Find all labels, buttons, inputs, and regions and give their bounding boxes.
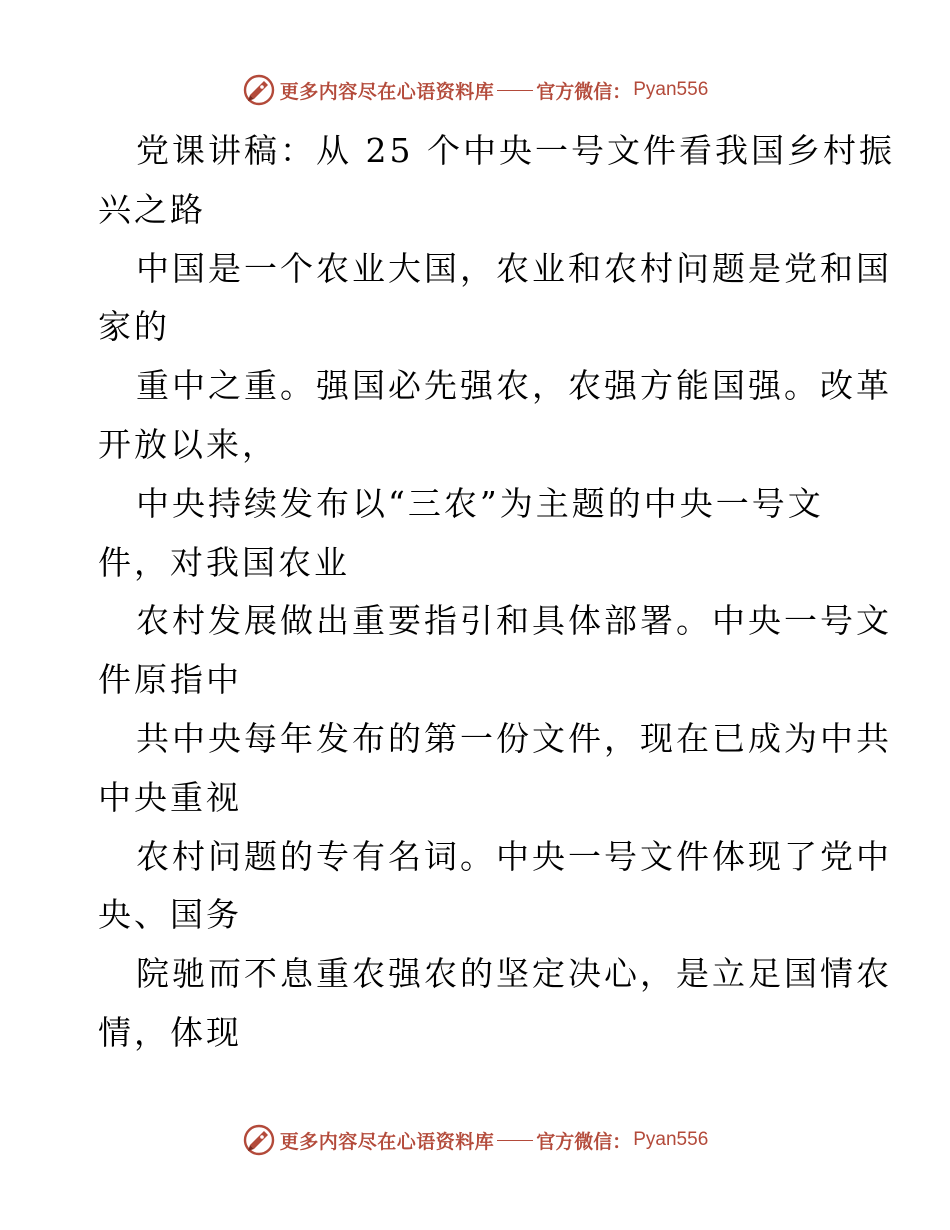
document-line: 家的 (98, 307, 170, 347)
document-line: 情，体现 (98, 1012, 242, 1052)
footer-wechat-label: 官方微信： (536, 1130, 632, 1153)
document-line: 开放以来， (98, 424, 278, 464)
header-wechat-label: 官方微信： (536, 80, 632, 103)
document-body (98, 122, 895, 1063)
document-line: 中国是一个农业大国，农业和农村问题是党和国 (136, 248, 892, 288)
document-line: 院驰而不息重农强农的坚定决心，是立足国情农 (136, 954, 892, 994)
document-line: 中央持续发布以“三农”为主题的中央一号文 (136, 483, 824, 523)
document-line: 农村问题的专有名词。中央一号文件体现了党中 (136, 836, 892, 876)
pen-nib-logo-icon (242, 1123, 276, 1157)
document-line: 兴之路 (98, 189, 206, 229)
footer-slogan: 更多内容尽在心语资料库 (279, 1130, 495, 1153)
document-line: 中央重视 (98, 777, 242, 817)
footer-wechat-id: Pyan556 (633, 1129, 709, 1150)
document-line: 农村发展做出重要指引和具体部署。中央一号文 (136, 601, 892, 641)
footer-dash (497, 1140, 533, 1141)
document-line: 央、国务 (98, 895, 242, 935)
document-line: 共中央每年发布的第一份文件，现在已成为中共 (136, 718, 892, 758)
document-line: 重中之重。强国必先强农，农强方能国强。改革 (136, 366, 892, 406)
header-wechat-id: Pyan556 (633, 79, 709, 100)
document-line: 党课讲稿：从 25 个中央一号文件看我国乡村振 (136, 131, 895, 170)
document-line: 件，对我国农业 (98, 542, 350, 582)
header-slogan: 更多内容尽在心语资料库 (279, 80, 495, 103)
footer-banner (0, 1120, 950, 1160)
header-banner (0, 70, 950, 110)
header-dash (497, 90, 533, 91)
pen-nib-logo-icon (242, 73, 276, 107)
document-line: 件原指中 (98, 660, 242, 700)
